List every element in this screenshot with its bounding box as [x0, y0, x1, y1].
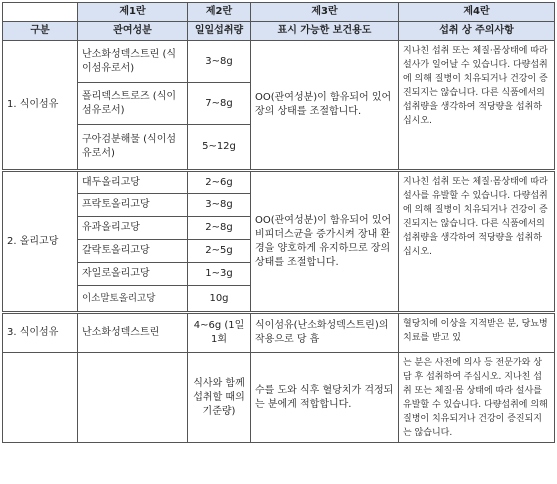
dose-cell: 1~3g [188, 263, 251, 286]
empty-cell [3, 353, 78, 443]
table-row [3, 41, 555, 83]
ingredient-cell: 구아검분해물 (식이섬유로서) [78, 125, 188, 171]
ingredient-cell: 프락토올리고당 [78, 194, 188, 217]
empty-cell [78, 353, 188, 443]
header-blank-cell [3, 3, 78, 22]
caution-cell: 지나친 섭취 또는 체질·몸상태에 따라 설사를 유발할 수 있습니다. 다량섭취에 의해 질병이 치유되거나 건강이 증진되지는 않습니다. 다른 식품에서의 섭취량을 생각하여 적당량을 섭취하십시오. [399, 171, 555, 313]
dose-cell: 2~5g [188, 240, 251, 263]
header-column-3: 제3란 [251, 3, 399, 22]
ingredient-cell: 이소말토올리고당 [78, 286, 188, 313]
ingredient-cell: 난소화성덱스트린 (식이섬유로서) [78, 41, 188, 83]
ingredient-cell: 폴리덱스트로즈 (식이섬유로서) [78, 83, 188, 125]
header-category: 구분 [3, 22, 78, 41]
table-row [3, 353, 555, 443]
header-daily-dose: 일일섭취량 [188, 22, 251, 41]
function-continuation-cell: 수를 도와 식후 혈당치가 걱정되는 분에게 적합합니다. [251, 353, 399, 443]
category-cell: 2. 올리고당 [3, 171, 78, 313]
function-cell: OO(관여성분)이 함유되어 있어 비피더스균을 증가시켜 장내 환경을 양호하게 유지하므로 장의 상태를 조절합니다. [251, 171, 399, 313]
header-health-use: 표시 가능한 보건용도 [251, 22, 399, 41]
caution-cell: 지나친 섭취 또는 체질·몸상태에 따라 설사가 일어날 수 있습니다. 다량섭취에 의해 질병이 치유되거나 건강이 증진되지는 않습니다. 다른 식품에서의 섭취량을 생각하여 적당량을 섭취하십시오. [399, 41, 555, 171]
caution-cell: 혈당치에 이상을 지적받은 분, 당뇨병 치료를 받고 있 [399, 313, 555, 353]
ingredient-cell: 갈락토올리고당 [78, 240, 188, 263]
header-ingredient: 관여성분 [78, 22, 188, 41]
ingredient-cell: 난소화성덱스트린 [78, 313, 188, 353]
dose-cell: 7~8g [188, 83, 251, 125]
category-cell: 3. 식이섬유 [3, 313, 78, 353]
category-cell: 1. 식이섬유 [3, 41, 78, 171]
header-row-1 [3, 3, 555, 22]
dose-cell: 3~8g [188, 194, 251, 217]
dose-cell: 2~6g [188, 171, 251, 194]
ingredient-cell: 유과올리고당 [78, 217, 188, 240]
header-row-2 [3, 22, 555, 41]
ingredient-cell: 대두올리고당 [78, 171, 188, 194]
table-row [3, 313, 555, 353]
table-row [3, 171, 555, 194]
header-column-4: 제4란 [399, 3, 555, 22]
caution-continuation-cell: 는 분은 사전에 의사 등 전문가와 상담 후 섭취하여 주십시오. 지나친 섭취 또는 체질·몸 상태에 따라 설사를 유발할 수 있습니다. 다량섭취에 의해 질병이 치유되거나 건강이 증진되지는 않습니다. [399, 353, 555, 443]
function-cell: 식이섬유(난소화성덱스트린)의 작용으로 당 흡 [251, 313, 399, 353]
dose-cell: 3~8g [188, 41, 251, 83]
header-caution: 섭취 상 주의사항 [399, 22, 555, 41]
dose-cell: 4~6g (1일 1회 [188, 313, 251, 353]
dose-cell: 5~12g [188, 125, 251, 171]
dose-cell: 10g [188, 286, 251, 313]
function-cell: OO(관여성분)이 함유되어 있어 장의 상태를 조절합니다. [251, 41, 399, 171]
dose-continuation-cell: 식사와 함께 섭취할 때의 기준량) [188, 353, 251, 443]
header-column-2: 제2란 [188, 3, 251, 22]
health-function-table [2, 2, 555, 443]
ingredient-cell: 자일로올리고당 [78, 263, 188, 286]
dose-cell: 2~8g [188, 217, 251, 240]
header-column-1: 제1란 [78, 3, 188, 22]
